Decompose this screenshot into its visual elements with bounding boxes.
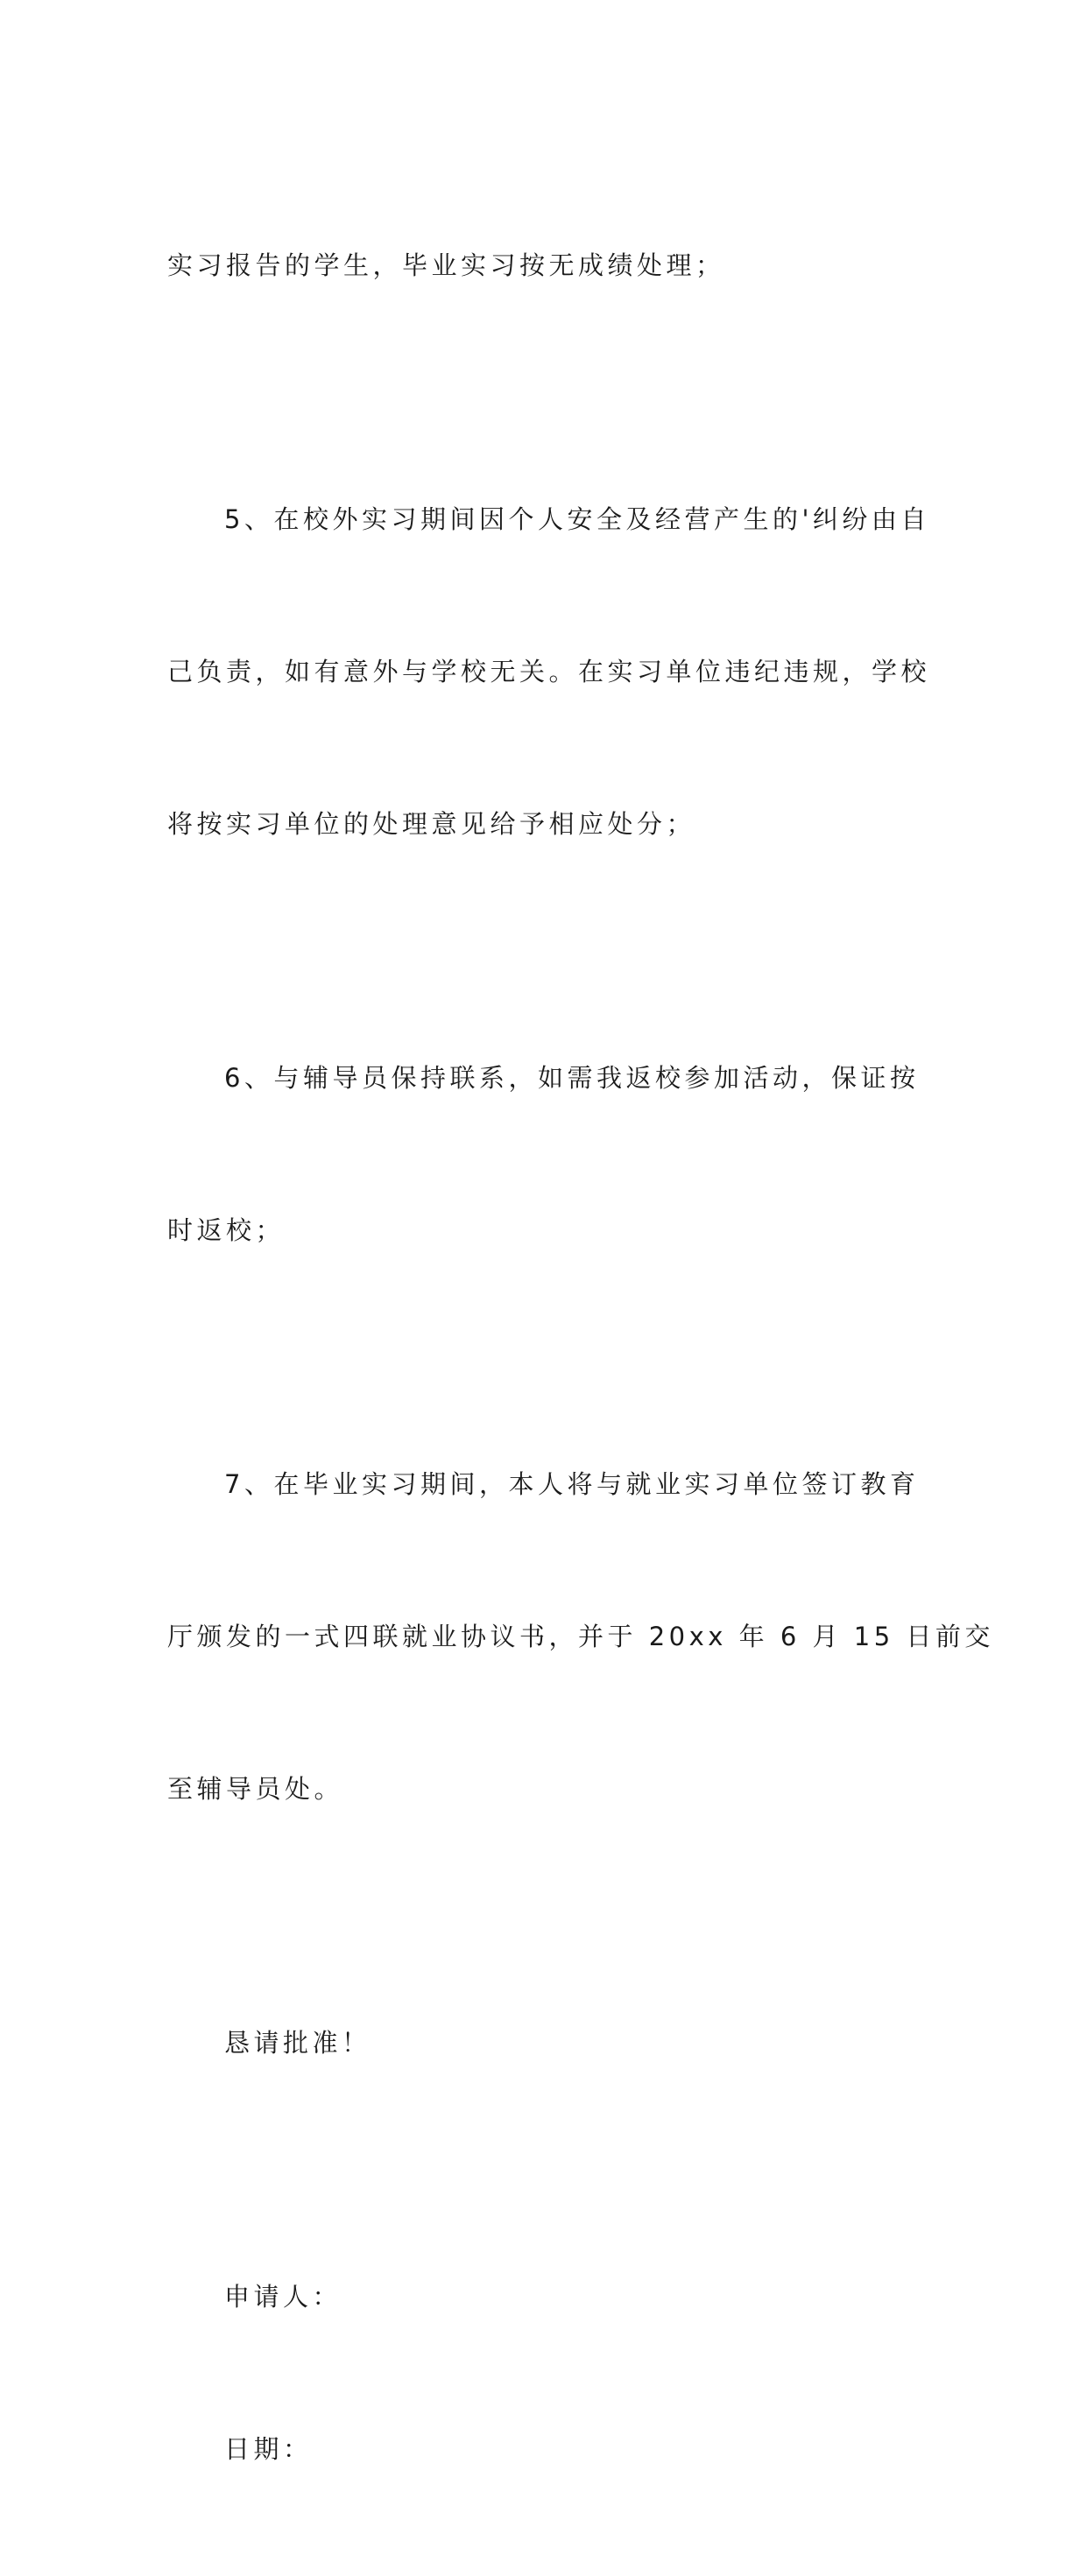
text-line: 将按实习单位的处理意见给予相应处分； (167, 809, 696, 839)
date-label: 日期： (224, 2434, 313, 2464)
paragraph-continuation (167, 138, 922, 392)
text-line: 6、与辅导员保持联系，如需我返校参加活动，保证按 (224, 1063, 920, 1093)
text-line: 实习报告的学生，毕业实习按无成绩处理； (167, 250, 725, 280)
signature-block (167, 2170, 922, 2576)
closing-request (167, 1916, 922, 2170)
closing-text: 恳请批准！ (224, 2028, 371, 2058)
text-line: 7、在毕业实习期间，本人将与就业实习单位签订教育 (224, 1469, 920, 1499)
applicant-label: 申请人： (224, 2282, 342, 2312)
text-line: 5、在校外实习期间因个人安全及经营产生的'纠纷由自 (224, 504, 930, 534)
paragraph-item-6 (167, 951, 922, 1357)
paragraph-item-7 (167, 1357, 994, 1916)
text-line: 己负责，如有意外与学校无关。在实习单位违纪违规，学校 (167, 657, 931, 686)
text-line: 时返校； (167, 1215, 286, 1245)
text-line: 至辅导员处。 (167, 1774, 344, 1804)
text-line: 厅颁发的一式四联就业协议书，并于 20xx 年 6 月 15 日前交 (167, 1622, 994, 1651)
paragraph-item-5 (167, 392, 931, 951)
document-body (167, 138, 994, 2576)
